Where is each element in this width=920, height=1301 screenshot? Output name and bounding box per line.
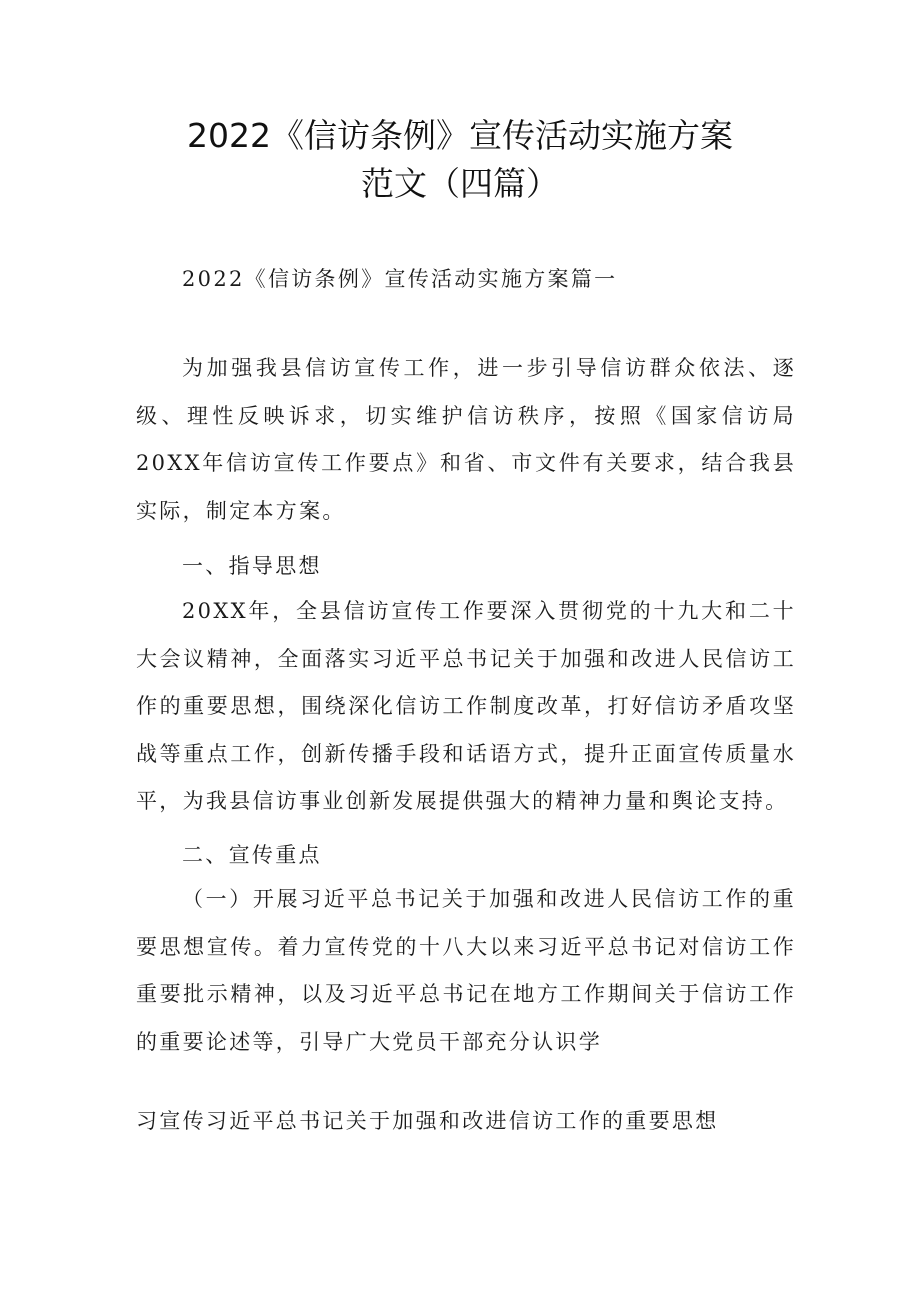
continuation-line: 习宣传习近平总书记关于加强和改进信访工作的重要思想 [136,1109,719,1133]
intro-paragraph: 为加强我县信访宣传工作，进一步引导信访群众依法、逐级、理性反映诉求，切实维护信访秩序，按照《国家信访局20XX年信访宣传工作要点》和省、市文件有关要求，结合我县实际，制定本方案。 [136,356,796,523]
section-heading: 2022《信访条例》宣传活动实施方案篇一 [182,267,618,291]
focus-paragraph: （一）开展习近平总书记关于加强和改进人民信访工作的重要思想宣传。着力宣传党的十八大以来习近平总书记对信访工作重要批示精神，以及习近平总书记在地方工作期间关于信访工作的重要论述等，引导广大党员干部充分认识学 [136,887,796,1054]
document-title-line-2: 范文（四篇） [361,164,559,203]
document-title-line-1: 2022《信访条例》宣传活动实施方案 [187,116,733,155]
guiding-paragraph: 20XX年，全县信访宣传工作要深入贯彻党的十九大和二十大会议精神，全面落实习近平总书记关于加强和改进人民信访工作的重要思想，围绕深化信访工作制度改革，打好信访矛盾攻坚战等重点工作，创新传播手段和话语方式，提升正面宣传质量水平，为我县信访事业创新发展提供强大的精神力量和舆论支持。 [136,599,796,813]
heading-publicity-focus: 二、宣传重点 [182,843,322,867]
heading-guiding-ideology: 一、指导思想 [182,554,322,578]
